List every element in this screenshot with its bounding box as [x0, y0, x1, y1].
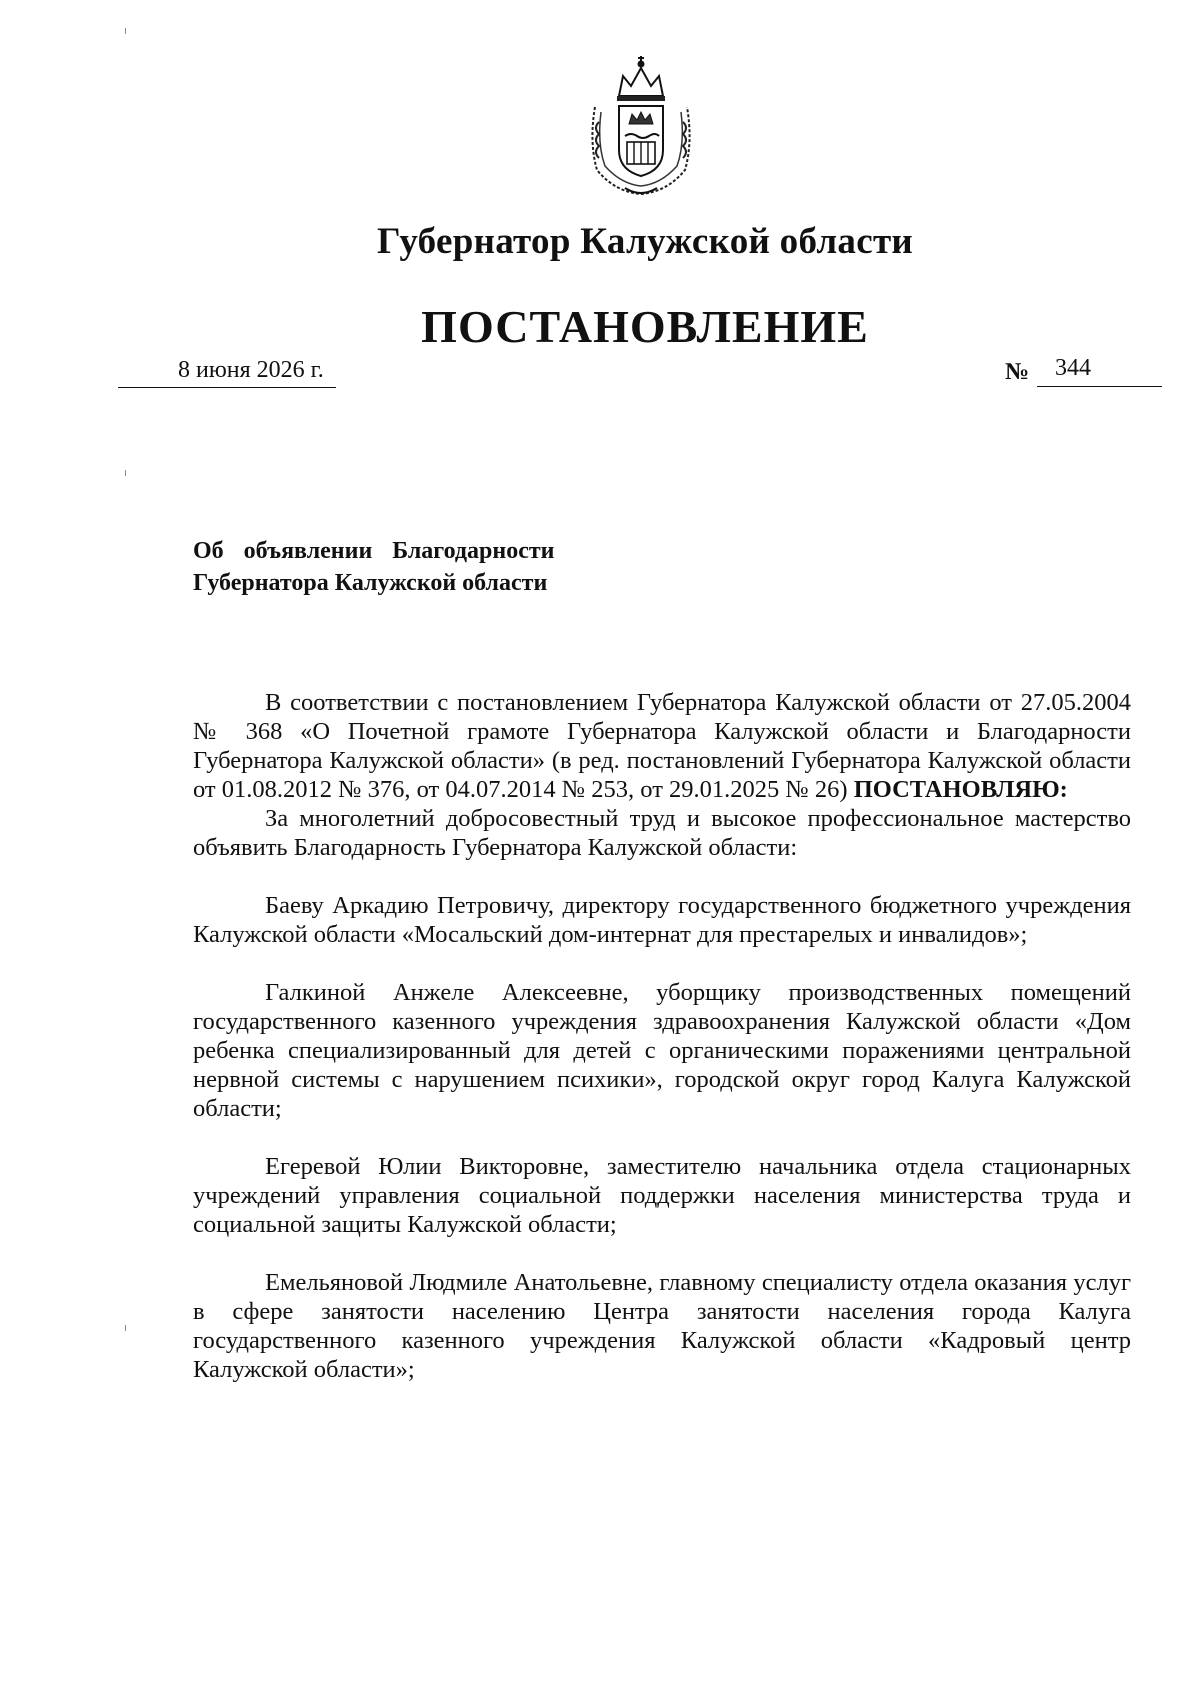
number-underline — [1037, 386, 1162, 387]
document-type-title: ПОСТАНОВЛЕНИЕ — [421, 301, 869, 352]
issuing-authority: Губернатор Калужской области — [376, 221, 914, 262]
decree-word: ПОСТАНОВЛЯЮ: — [853, 776, 1068, 803]
preamble-paragraph — [193, 688, 1131, 804]
preamble-text: В соответствии с постановлением Губернатора Калужской области от 27.05.2004 № 368 «О Почетной грамоте Губернатора Калужской области и Благодарности Губернатора Калужской области» (в ред. постановлений Губернатора Калужской области от 01.08.2012 № 376, от 04.07.2014 № 253, от 29.01.2025 № 26) — [193, 689, 1131, 803]
kaluga-coat-of-arms-icon — [585, 52, 697, 198]
awardee-paragraph: Емельяновой Людмиле Анатольевне, главному специалисту отдела оказания услуг в сфере занятости населению Центра занятости населения города Калуга государственного казенного учреждения Калужской области «Кадровый центр Калужской области»; — [193, 1269, 1131, 1383]
scan-mark — [125, 470, 126, 476]
document-number: 344 — [1055, 355, 1091, 381]
number-sign: № — [1005, 359, 1030, 385]
awardee-paragraph: Егеревой Юлии Викторовне, заместителю начальника отдела стационарных учреждений управления социальной поддержки населения министерства труда и социальной защиты Калужской области; — [193, 1153, 1131, 1238]
subject-line-1: Об объявлении Благодарности — [193, 538, 555, 564]
awardee-paragraph: Галкиной Анжеле Алексеевне, уборщику производственных помещений государственного казенного учреждения здравоохранения Калужской области «Дом ребенка специализированный для детей с органическими поражениями центральной нервной системы с нарушением психики», городской округ город Калуга Калужской области; — [193, 979, 1131, 1122]
subject-line-2: Губернатора Калужской области — [193, 570, 548, 596]
scan-mark — [125, 28, 126, 34]
document-body — [193, 688, 1131, 1384]
document-date: 8 июня 2026 г. — [178, 357, 324, 383]
scan-mark — [125, 1325, 126, 1331]
document-date-field — [118, 357, 336, 388]
awardee-paragraph: Баеву Аркадию Петровичу, директору государственного бюджетного учреждения Калужской области «Мосальский дом-интернат для престарелых и инвалидов»; — [193, 892, 1131, 948]
document-subject — [193, 535, 693, 599]
decision-paragraph: За многолетний добросовестный труд и высокое профессиональное мастерство объявить Благодарность Губернатора Калужской области: — [193, 805, 1131, 861]
document-number-field — [1005, 357, 1162, 387]
